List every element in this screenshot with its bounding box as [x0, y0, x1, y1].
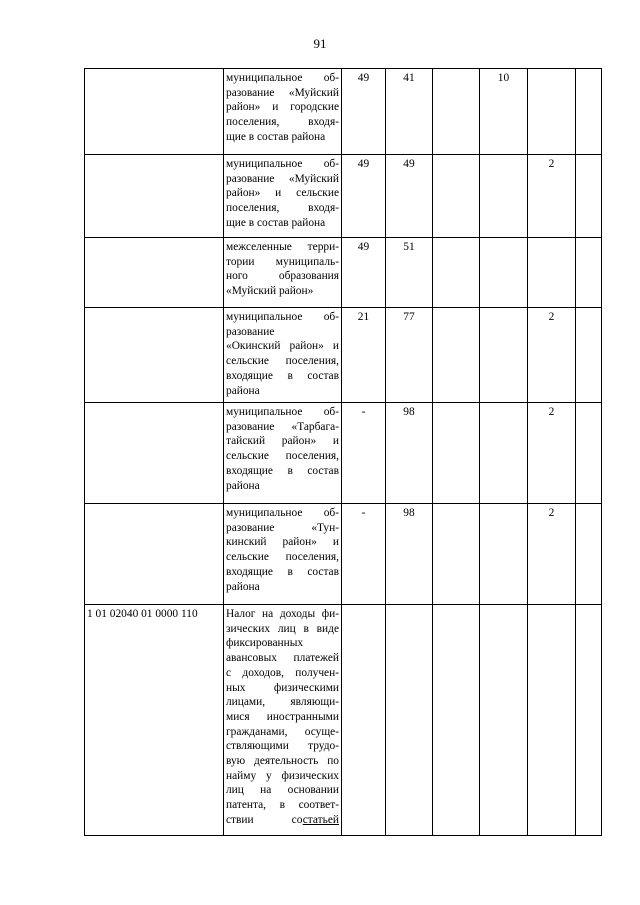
- value-cell-c6: [576, 308, 602, 403]
- value-cell-c6: [576, 605, 602, 836]
- article-link[interactable]: статьей: [302, 813, 339, 826]
- row-name-line: разование «Муйский: [226, 172, 339, 185]
- row-name-line: тайский район» и: [226, 435, 339, 448]
- row-name-line: разование: [226, 325, 275, 338]
- row-name-line: авансовых платежей: [226, 652, 339, 665]
- row-name-line: патента, в соответ-: [226, 799, 339, 812]
- value-cell-c5: 2: [528, 504, 576, 605]
- row-name-line: зических лиц в виде: [226, 622, 339, 635]
- row-name-line: разование «Тарбага-: [226, 420, 339, 433]
- page-number: 91: [313, 36, 327, 51]
- row-name: [224, 238, 342, 308]
- row-name-line: муниципальное об-: [226, 158, 339, 170]
- row-code: [85, 155, 224, 238]
- value-cell-c2: 77: [386, 308, 433, 403]
- row-name-line: поселения, входя-: [226, 202, 339, 215]
- row-name-line: ствляющими трудо-: [226, 740, 339, 753]
- row-name-line: сельские поселения,: [226, 450, 339, 463]
- row-name-line: муниципальное об-: [226, 507, 339, 519]
- row-name: [224, 403, 342, 504]
- row-name-line: района: [226, 479, 260, 492]
- value-cell-c1: [342, 605, 386, 836]
- value-cell-c6: [576, 504, 602, 605]
- value-cell-c6: [576, 69, 602, 155]
- value-cell-c3: [433, 504, 480, 605]
- row-name-line: муниципальное об-: [226, 311, 339, 323]
- value-cell-c4: [480, 504, 528, 605]
- row-code: [85, 403, 224, 504]
- value-cell-c3: [433, 238, 480, 308]
- table-row: [85, 504, 602, 605]
- budget-table: [84, 68, 602, 836]
- value-cell-c1: 49: [342, 155, 386, 238]
- row-name-line: мися иностранными: [226, 710, 339, 723]
- row-name-line: вую деятельность по: [226, 755, 339, 768]
- value-cell-c4: [480, 403, 528, 504]
- value-cell-c2: 98: [386, 504, 433, 605]
- row-name-line: межселенные терри-: [226, 241, 339, 253]
- value-cell-c3: [433, 69, 480, 155]
- value-cell-c4: [480, 308, 528, 403]
- row-name-line: муниципальное об-: [226, 72, 339, 84]
- value-cell-c1: 21: [342, 308, 386, 403]
- value-cell-c1: -: [342, 403, 386, 504]
- value-cell-c3: [433, 605, 480, 836]
- value-cell-c1: -: [342, 504, 386, 605]
- row-name-line: ных физическими: [226, 681, 339, 694]
- row-name-line: сельские поселения,: [226, 355, 339, 368]
- value-cell-c2: [386, 605, 433, 836]
- value-cell-c5: [528, 605, 576, 836]
- row-name-line: ного образования: [226, 270, 339, 283]
- row-name-line: поселения, входя-: [226, 116, 339, 129]
- row-name-line: район» и сельские: [226, 187, 339, 200]
- row-name-line: гражданами, осуще-: [226, 725, 339, 738]
- row-name-line: разование «Тун-: [226, 521, 339, 534]
- row-name: [224, 504, 342, 605]
- value-cell-c3: [433, 308, 480, 403]
- row-name-line: «Окинский район» и: [226, 340, 339, 353]
- row-name-line: «Муйский район»: [226, 285, 314, 298]
- value-cell-c5: 2: [528, 308, 576, 403]
- row-name-line: района: [226, 580, 260, 593]
- value-cell-c3: [433, 155, 480, 238]
- row-code: [85, 504, 224, 605]
- value-cell-c4: [480, 605, 528, 836]
- row-name-line: входящие в состав: [226, 369, 339, 382]
- row-name-line: кинский район» и: [226, 536, 339, 549]
- value-cell-c5: 2: [528, 403, 576, 504]
- row-name: [224, 308, 342, 403]
- row-name: [224, 155, 342, 238]
- value-cell-c6: [576, 238, 602, 308]
- row-name-line: щие в состав района: [226, 130, 326, 143]
- value-cell-c2: 98: [386, 403, 433, 504]
- row-name-line: входящие в состав: [226, 464, 339, 477]
- row-name-line: Налог на доходы фи-: [226, 608, 339, 620]
- value-cell-c4: [480, 155, 528, 238]
- row-name-line-text: ствии со: [226, 813, 303, 826]
- value-cell-c4: [480, 238, 528, 308]
- value-cell-c2: 51: [386, 238, 433, 308]
- value-cell-c4: 10: [480, 69, 528, 155]
- value-cell-c1: 49: [342, 238, 386, 308]
- value-cell-c3: [433, 403, 480, 504]
- row-name-line: района: [226, 384, 260, 397]
- value-cell-c2: 49: [386, 155, 433, 238]
- table-row: [85, 155, 602, 238]
- value-cell-c6: [576, 403, 602, 504]
- table-row: [85, 605, 602, 836]
- row-code: [85, 308, 224, 403]
- value-cell-c1: 49: [342, 69, 386, 155]
- row-name-line: муниципальное об-: [226, 406, 339, 418]
- table-row: [85, 308, 602, 403]
- value-cell-c6: [576, 155, 602, 238]
- row-code: [85, 238, 224, 308]
- row-name-line: найму у физических: [226, 769, 339, 782]
- row-name: [224, 605, 342, 836]
- value-cell-c5: [528, 238, 576, 308]
- table-body: [85, 69, 602, 836]
- table-row: [85, 238, 602, 308]
- row-name-line: тории муниципаль-: [226, 255, 339, 268]
- row-name-line: лиц на основании: [226, 784, 339, 797]
- row-code: [85, 69, 224, 155]
- row-name-line: фиксированных: [226, 637, 304, 650]
- row-code: 1 01 02040 01 0000 110: [85, 605, 224, 836]
- row-name-line: разование «Муйский: [226, 86, 339, 99]
- row-name: [224, 69, 342, 155]
- value-cell-c5: 2: [528, 155, 576, 238]
- row-name-line: с доходов, получен-: [226, 666, 339, 679]
- row-name-line: лицами, являющи-: [226, 696, 339, 709]
- table-row: [85, 69, 602, 155]
- row-name-line: сельские поселения,: [226, 551, 339, 564]
- row-name-line: щие в состав района: [226, 216, 326, 229]
- row-name-line: входящие в состав: [226, 565, 339, 578]
- table-row: [85, 403, 602, 504]
- row-name-line: [226, 813, 339, 828]
- value-cell-c2: 41: [386, 69, 433, 155]
- value-cell-c5: [528, 69, 576, 155]
- row-name-line: район» и городские: [226, 101, 339, 114]
